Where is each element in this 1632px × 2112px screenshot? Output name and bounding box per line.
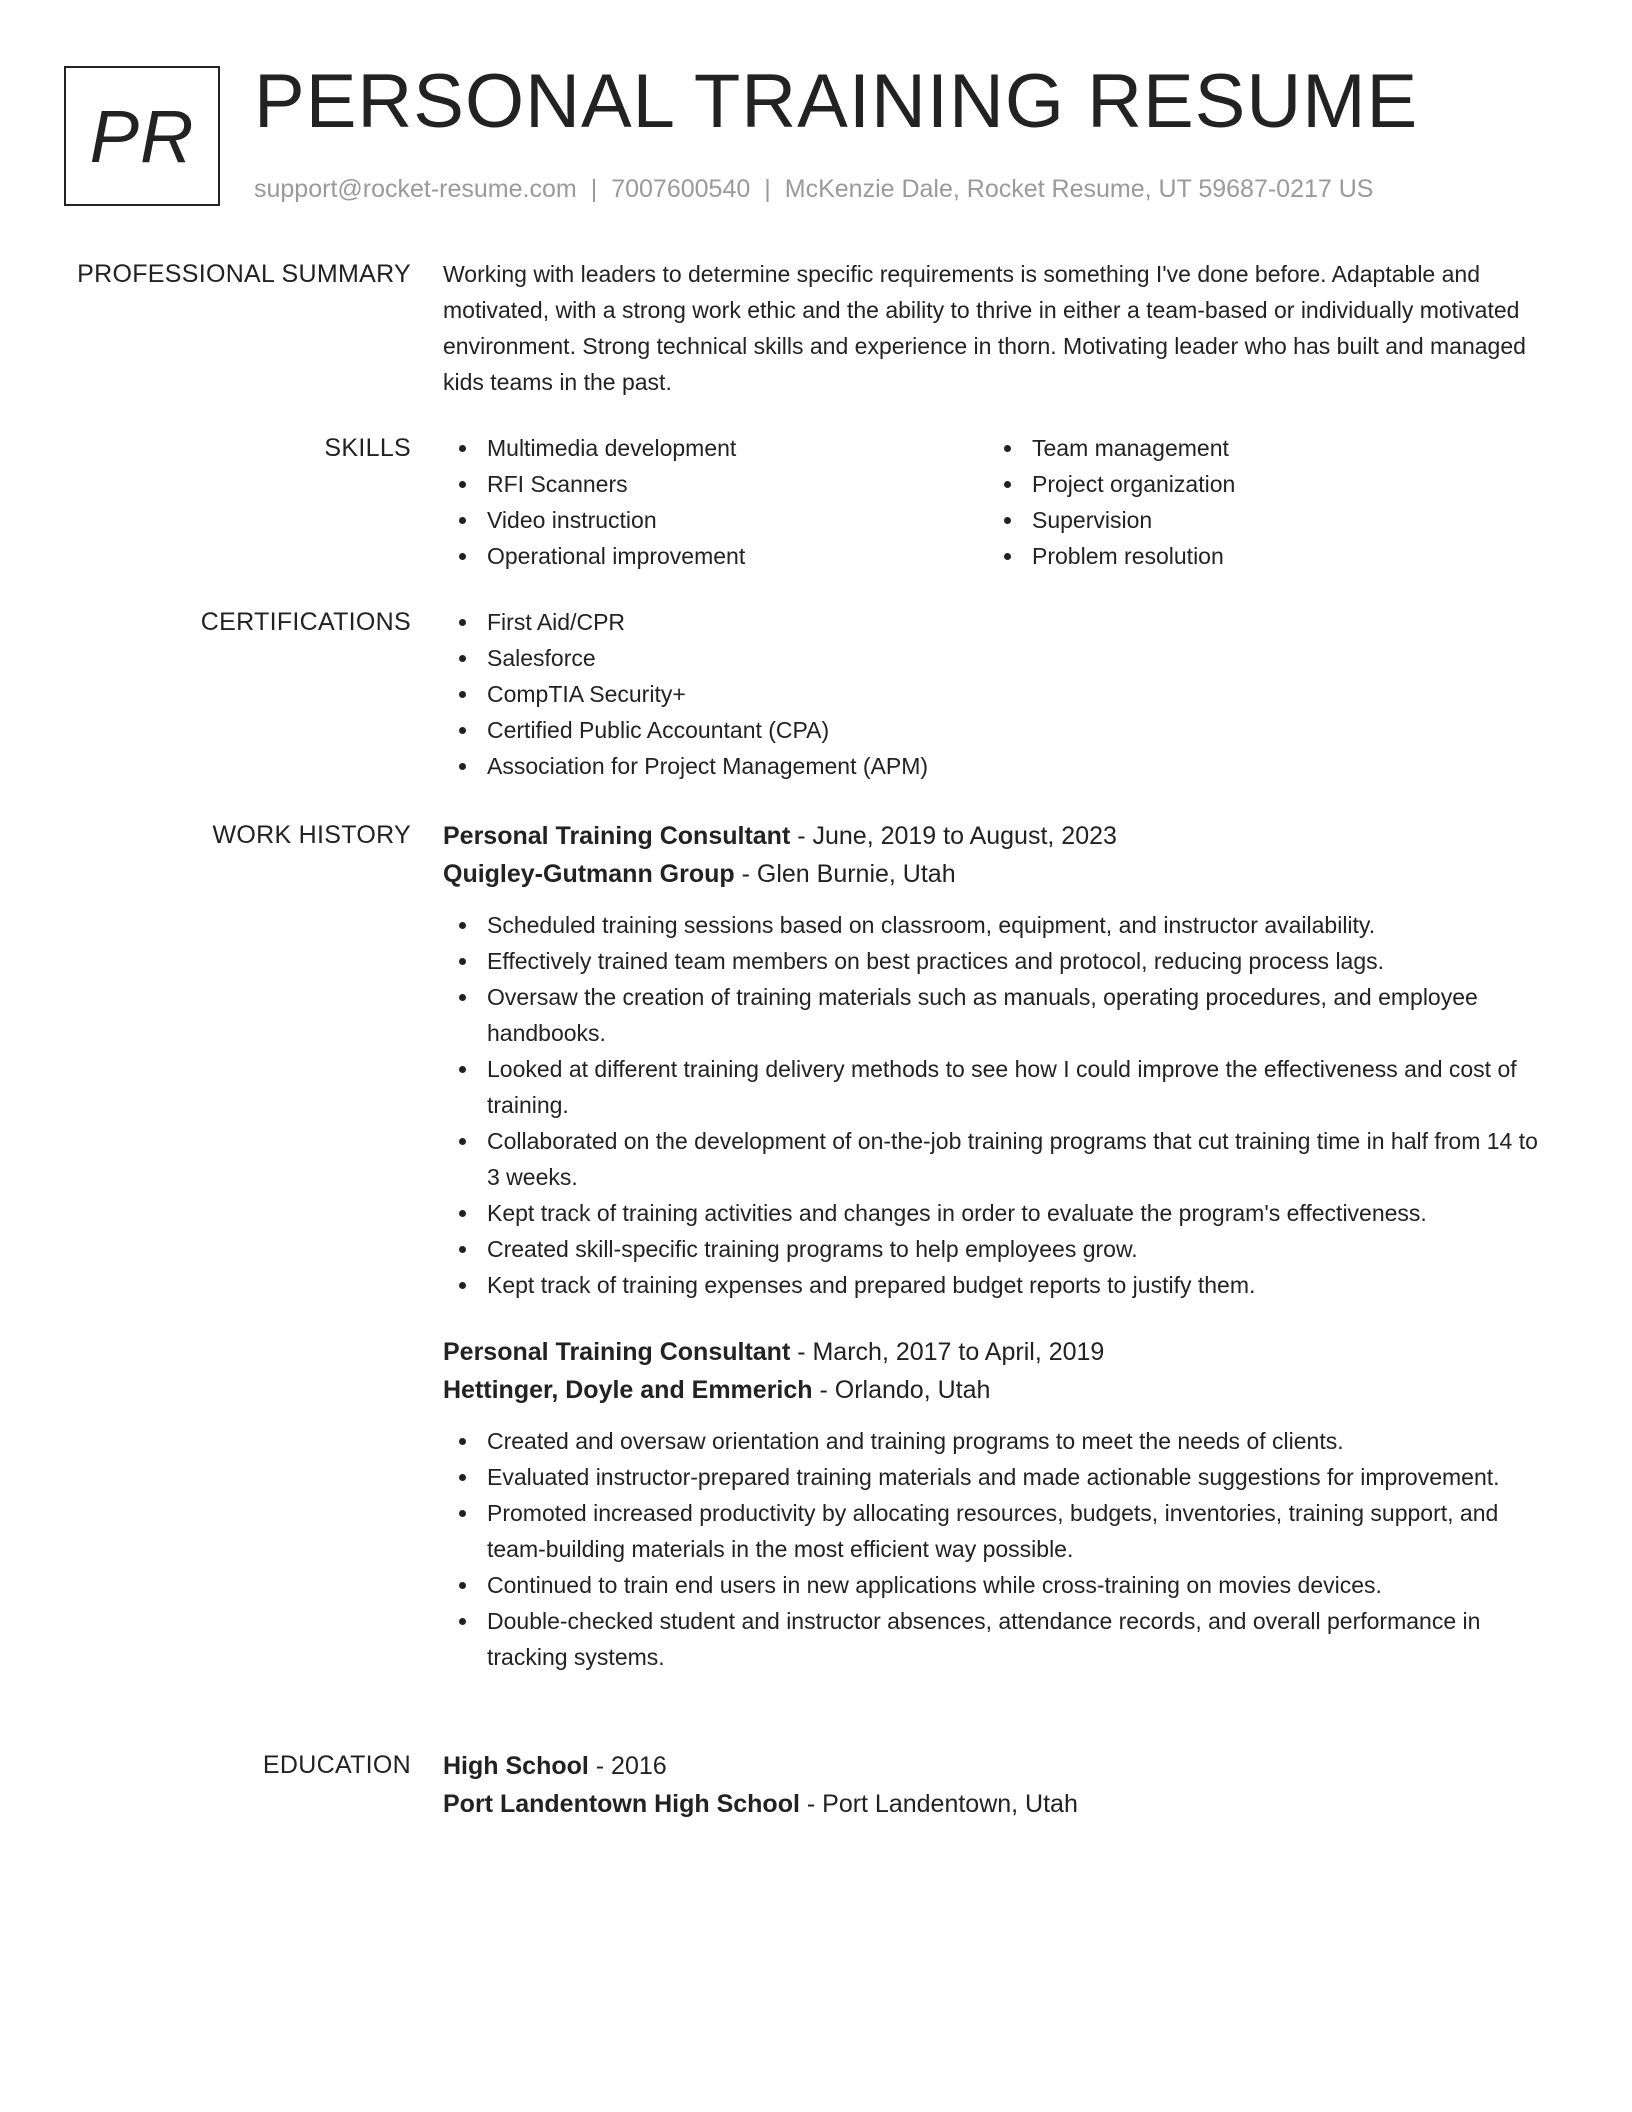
contact-line xyxy=(254,172,1373,206)
job-bullet: Collaborated on the development of on-the-job training programs that cut training time in half from 14 to 3 weeks. xyxy=(443,1123,1553,1195)
job-company: Hettinger, Doyle and Emmerich xyxy=(443,1376,813,1404)
job-entry xyxy=(443,1333,1553,1675)
monogram-box xyxy=(64,66,220,206)
skill-item: Project organization xyxy=(988,466,1533,502)
contact-phone[interactable]: 7007600540 xyxy=(611,175,751,203)
certifications-list xyxy=(443,604,1553,784)
job-bullet: Evaluated instructor-prepared training materials and made actionable suggestions for improvement. xyxy=(443,1459,1553,1495)
job-bullet: Oversaw the creation of training materials such as manuals, operating procedures, and employee handbooks. xyxy=(443,979,1553,1051)
skills-grid xyxy=(443,430,1553,574)
job-bullet: Looked at different training delivery methods to see how I could improve the effectiveness and cost of training. xyxy=(443,1051,1553,1123)
job-bullet: Scheduled training sessions based on classroom, equipment, and instructor availability. xyxy=(443,907,1553,943)
education-year: - 2016 xyxy=(588,1752,667,1780)
education-location: - Port Landentown, Utah xyxy=(799,1790,1078,1818)
job-bullets xyxy=(443,907,1553,1303)
resume-title: PERSONAL TRAINING RESUME xyxy=(254,59,1419,144)
job-entry xyxy=(443,817,1553,1303)
job-dates: - March, 2017 to April, 2019 xyxy=(790,1338,1105,1366)
skill-item: Operational improvement xyxy=(443,538,988,574)
skill-item: Multimedia development xyxy=(443,430,988,466)
section-label-education: EDUCATION xyxy=(262,1751,411,1779)
job-bullets xyxy=(443,1423,1553,1675)
skill-item: Team management xyxy=(988,430,1533,466)
job-bullet: Continued to train end users in new applications while cross-training on movies devices. xyxy=(443,1567,1553,1603)
education-degree: High School xyxy=(443,1752,589,1780)
certifications-body xyxy=(443,604,1553,784)
summary-body xyxy=(443,256,1553,400)
skill-item: Video instruction xyxy=(443,502,988,538)
job-location: - Glen Burnie, Utah xyxy=(734,860,956,888)
section-label-skills: SKILLS xyxy=(324,434,411,462)
contact-separator: | xyxy=(764,175,771,203)
skills-list-left xyxy=(443,430,988,574)
section-label-summary: PROFESSIONAL SUMMARY xyxy=(77,260,411,288)
job-company: Quigley-Gutmann Group xyxy=(443,860,735,888)
skill-item: RFI Scanners xyxy=(443,466,988,502)
section-label-work-history: WORK HISTORY xyxy=(212,821,411,849)
job-title: Personal Training Consultant xyxy=(443,1338,791,1366)
certification-item: First Aid/CPR xyxy=(443,604,1553,640)
work-history-body xyxy=(443,817,1553,1675)
job-bullet: Created skill-specific training programs to help employees grow. xyxy=(443,1231,1553,1267)
skill-item: Supervision xyxy=(988,502,1533,538)
education-school: Port Landentown High School xyxy=(443,1790,800,1818)
job-bullet: Effectively trained team members on best practices and protocol, reducing process lags. xyxy=(443,943,1553,979)
job-bullet: Created and oversaw orientation and training programs to meet the needs of clients. xyxy=(443,1423,1553,1459)
certification-item: Association for Project Management (APM) xyxy=(443,748,1553,784)
contact-separator: | xyxy=(590,175,598,203)
contact-email[interactable]: support@rocket-resume.com xyxy=(254,175,577,203)
job-bullet: Promoted increased productivity by allocating resources, budgets, inventories, training support, and team-building materials in the most efficient way possible. xyxy=(443,1495,1553,1567)
job-location: - Orlando, Utah xyxy=(812,1376,991,1404)
education-school-line xyxy=(443,1785,1553,1823)
education-degree-line xyxy=(443,1747,1553,1785)
job-bullet: Kept track of training activities and changes in order to evaluate the program's effectiveness. xyxy=(443,1195,1553,1231)
summary-text: Working with leaders to determine specific requirements is something I've done before. Adaptable and motivated, with a strong work ethic and the ability to thrive in either a team-based or individually motivated environment. Strong technical skills and experience in thorn. Motivating leader who has built and managed kids teams in the past. xyxy=(443,261,1526,395)
certification-item: Salesforce xyxy=(443,640,1553,676)
contact-address: McKenzie Dale, Rocket Resume, UT 59687-0217 US xyxy=(784,175,1374,203)
skills-list-right xyxy=(988,430,1533,574)
skill-item: Problem resolution xyxy=(988,538,1533,574)
job-bullet: Kept track of training expenses and prepared budget reports to justify them. xyxy=(443,1267,1553,1303)
monogram-initials: PR xyxy=(89,94,195,178)
job-title: Personal Training Consultant xyxy=(443,822,791,850)
job-company-line xyxy=(443,1371,1553,1409)
certification-item: CompTIA Security+ xyxy=(443,676,1553,712)
certification-item: Certified Public Accountant (CPA) xyxy=(443,712,1553,748)
job-bullet: Double-checked student and instructor absences, attendance records, and overall performance in tracking systems. xyxy=(443,1603,1553,1675)
job-dates: - June, 2019 to August, 2023 xyxy=(790,822,1117,850)
job-title-line xyxy=(443,1333,1553,1371)
job-company-line xyxy=(443,855,1553,893)
section-label-certifications: CERTIFICATIONS xyxy=(200,608,411,636)
skills-body xyxy=(443,430,1553,574)
job-title-line xyxy=(443,817,1553,855)
education-body xyxy=(443,1747,1553,1823)
